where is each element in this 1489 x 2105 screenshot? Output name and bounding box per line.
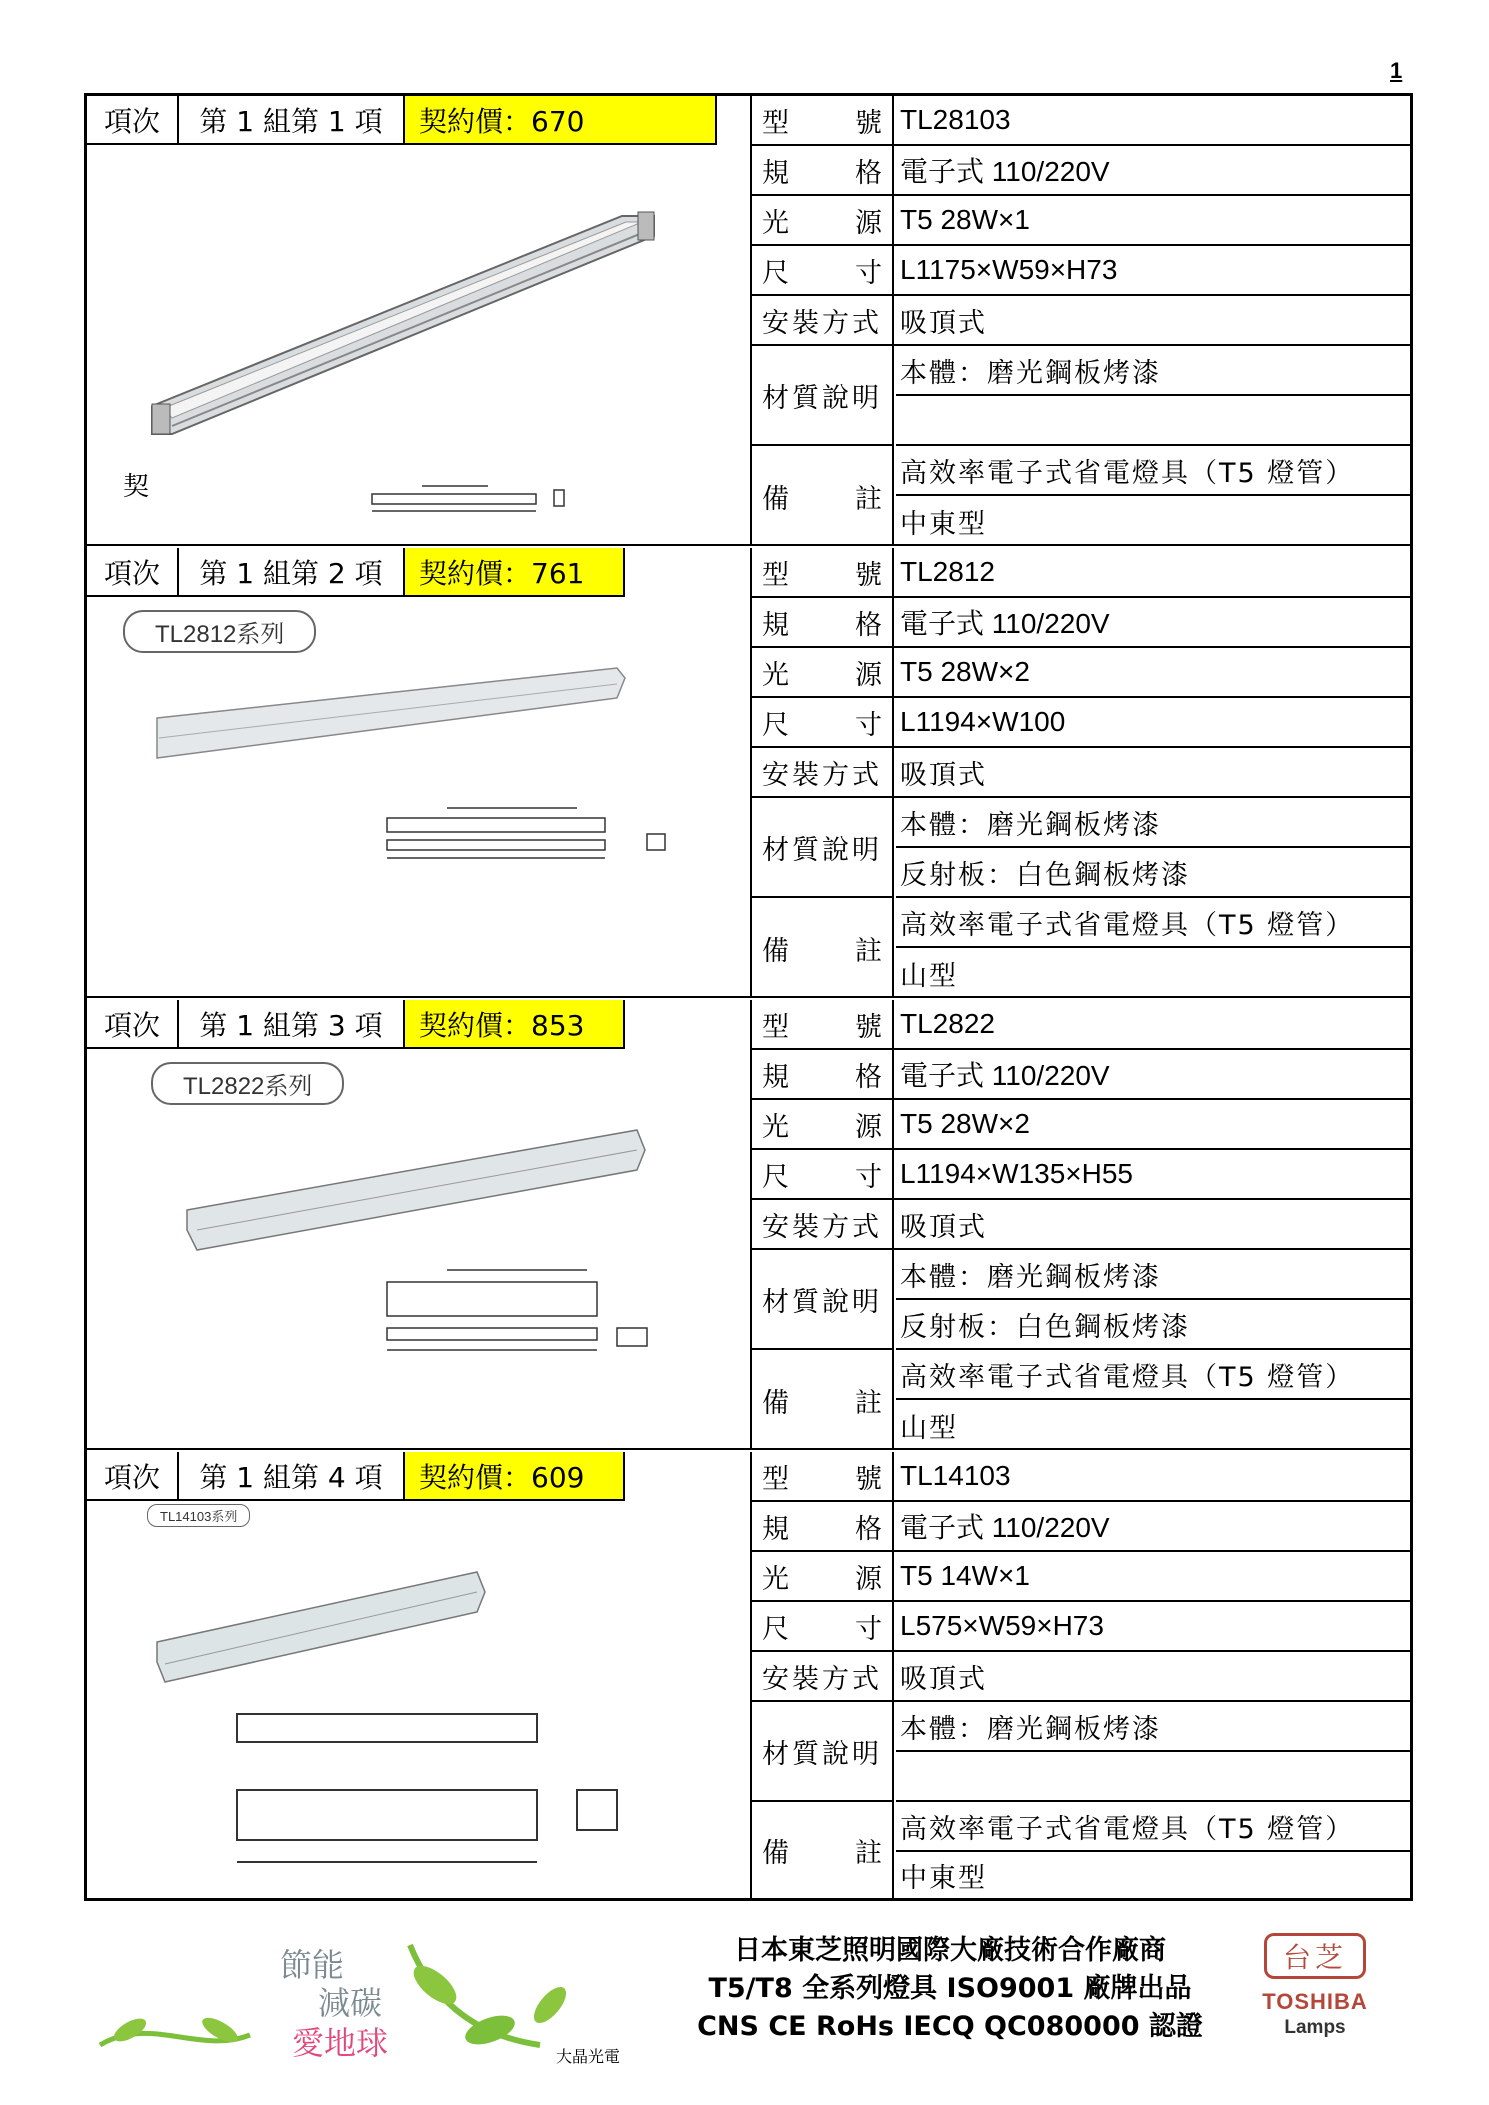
material-line: 反射板：白色鋼板烤漆 <box>896 848 1410 898</box>
size-value: L1175×W59×H73 <box>900 254 1118 285</box>
spec-row <box>752 598 1410 648</box>
spec-value: 電子式 110/220V <box>900 1512 1110 1543</box>
label-char: 註 <box>855 1387 882 1419</box>
material-line: 本體：磨光鋼板烤漆 <box>896 346 1410 396</box>
item-left-panel <box>87 548 752 996</box>
item-spec-panel <box>752 548 1410 996</box>
remark-line: 中東型 <box>900 1862 987 1894</box>
model-row <box>752 1452 1410 1502</box>
label-char: 號 <box>855 107 882 139</box>
model-row <box>752 548 1410 598</box>
model-value: TL14103 <box>900 1460 1011 1491</box>
fixture-image <box>147 1532 707 1892</box>
item-spec-panel <box>752 96 1410 544</box>
source-value: T5 28W×1 <box>900 204 1030 235</box>
source-value: T5 14W×1 <box>900 1560 1030 1591</box>
label-char: 尺 <box>762 1613 789 1645</box>
item-no-label: 項次 <box>87 548 179 597</box>
material-label: 材質說明 <box>752 798 894 898</box>
label-char: 格 <box>855 1513 882 1545</box>
label-char: 源 <box>855 659 882 691</box>
install-label: 安裝方式 <box>752 296 894 344</box>
contract-price: 契約價：670 <box>405 96 717 145</box>
install-value: 吸頂式 <box>900 759 987 791</box>
toshiba-sub: Lamps <box>1284 2017 1346 2038</box>
source-row <box>752 1100 1410 1150</box>
install-label: 安裝方式 <box>752 1200 894 1248</box>
model-value: TL2812 <box>900 556 995 587</box>
label-char: 備 <box>762 1387 789 1419</box>
contract-price: 契約價：761 <box>405 548 625 597</box>
label-char: 註 <box>855 483 882 515</box>
size-row <box>752 246 1410 296</box>
label-char: 源 <box>855 1111 882 1143</box>
remark-line: 高效率電子式省電燈具（T5 燈管） <box>896 446 1410 496</box>
material-label: 材質說明 <box>752 346 894 446</box>
remark-line: 高效率電子式省電燈具（T5 燈管） <box>896 898 1410 948</box>
label-char: 型 <box>762 559 789 591</box>
spec-value: 電子式 110/220V <box>900 1060 1110 1091</box>
size-row <box>752 1602 1410 1652</box>
contract-price: 契約價：609 <box>405 1452 625 1501</box>
series-badge: TL2812系列 <box>123 610 316 653</box>
remark-line: 山型 <box>900 1412 958 1444</box>
label-char: 註 <box>855 1837 882 1869</box>
label-char: 格 <box>855 157 882 189</box>
spec-value: 電子式 110/220V <box>900 156 1110 187</box>
source-row <box>752 1552 1410 1602</box>
item-group: 第 1 組第 3 項 <box>179 1000 405 1049</box>
item-spec-panel <box>752 1000 1410 1448</box>
label-char: 號 <box>855 1011 882 1043</box>
fixture-image <box>142 156 702 526</box>
model-value: TL28103 <box>900 104 1011 135</box>
footer-line: T5/T8 全系列燈具 ISO9001 廠牌出品 <box>708 1973 1192 2004</box>
install-value: 吸頂式 <box>900 307 987 339</box>
install-value: 吸頂式 <box>900 1211 987 1243</box>
model-row <box>752 96 1410 146</box>
item-block <box>87 96 1410 546</box>
install-row <box>752 296 1410 346</box>
footer-line: 日本東芝照明國際大廠技術合作廠商 <box>734 1935 1166 1966</box>
label-char: 型 <box>762 1463 789 1495</box>
source-value: T5 28W×2 <box>900 1108 1030 1139</box>
label-char: 備 <box>762 1837 789 1869</box>
product-table <box>84 93 1413 1901</box>
label-char: 規 <box>762 1061 789 1093</box>
logo-brand: 大晶光電 <box>556 2047 621 2066</box>
item-left-panel <box>87 1000 752 1448</box>
remark-line: 高效率電子式省電燈具（T5 燈管） <box>896 1802 1410 1852</box>
toshiba-box: 台芝 <box>1264 1933 1366 1979</box>
item-no-label: 項次 <box>87 1000 179 1049</box>
size-row <box>752 1150 1410 1200</box>
item-spec-panel <box>752 1452 1410 1898</box>
footer-statement <box>690 1932 1210 2046</box>
series-badge: TL14103系列 <box>147 1504 250 1527</box>
label-char: 規 <box>762 157 789 189</box>
remark-line: 高效率電子式省電燈具（T5 燈管） <box>896 1350 1410 1400</box>
remark-label <box>752 1350 894 1450</box>
install-label: 安裝方式 <box>752 748 894 796</box>
remark-line: 山型 <box>900 960 958 992</box>
remark-label <box>752 1802 894 1898</box>
source-row <box>752 648 1410 698</box>
label-char: 格 <box>855 1061 882 1093</box>
label-char: 源 <box>855 1563 882 1595</box>
item-group: 第 1 組第 1 項 <box>179 96 405 145</box>
size-value: L1194×W100 <box>900 706 1066 737</box>
label-char: 尺 <box>762 1161 789 1193</box>
label-char: 源 <box>855 207 882 239</box>
label-char: 光 <box>762 1111 789 1143</box>
label-char: 規 <box>762 609 789 641</box>
label-char: 尺 <box>762 709 789 741</box>
size-row <box>752 698 1410 748</box>
material-line: 本體：磨光鋼板烤漆 <box>896 1250 1410 1300</box>
material-line: 本體：磨光鋼板烤漆 <box>896 798 1410 848</box>
label-char: 型 <box>762 1011 789 1043</box>
item-group: 第 1 組第 2 項 <box>179 548 405 597</box>
label-char: 號 <box>855 559 882 591</box>
label-char: 光 <box>762 659 789 691</box>
label-char: 號 <box>855 1463 882 1495</box>
spec-row <box>752 1050 1410 1100</box>
fixture-image <box>147 1110 707 1430</box>
contract-price: 契約價：853 <box>405 1000 625 1049</box>
material-label: 材質說明 <box>752 1702 894 1802</box>
logo-line-1: 節能 <box>280 1946 345 1984</box>
label-char: 規 <box>762 1513 789 1545</box>
label-char: 寸 <box>855 709 882 741</box>
toshiba-name: TOSHIBA <box>1262 1989 1368 2014</box>
item-block <box>87 1452 1410 1898</box>
label-char: 格 <box>855 609 882 641</box>
logo-line-2: 減碳 <box>318 1984 383 2022</box>
spec-row <box>752 1502 1410 1552</box>
install-row <box>752 1652 1410 1702</box>
label-char: 備 <box>762 935 789 967</box>
install-value: 吸頂式 <box>900 1663 987 1695</box>
label-char: 光 <box>762 1563 789 1595</box>
source-row <box>752 196 1410 246</box>
spec-row <box>752 146 1410 196</box>
install-row <box>752 1200 1410 1250</box>
item-group: 第 1 組第 4 項 <box>179 1452 405 1501</box>
model-value: TL2822 <box>900 1008 995 1039</box>
label-char: 註 <box>855 935 882 967</box>
series-badge: TL2822系列 <box>151 1062 344 1105</box>
label-char: 寸 <box>855 257 882 289</box>
size-value: L575×W59×H73 <box>900 1610 1104 1641</box>
remark-line: 中東型 <box>900 508 987 540</box>
logo-line-3: 愛地球 <box>292 2024 389 2062</box>
model-row <box>752 1000 1410 1050</box>
material-line: 本體：磨光鋼板烤漆 <box>896 1702 1410 1752</box>
install-row <box>752 748 1410 798</box>
fixture-image <box>147 658 707 978</box>
item-block <box>87 548 1410 998</box>
source-value: T5 28W×2 <box>900 656 1030 687</box>
item-no-label: 項次 <box>87 96 179 145</box>
material-line: 反射板：白色鋼板烤漆 <box>896 1300 1410 1350</box>
label-char: 寸 <box>855 1613 882 1645</box>
label-char: 型 <box>762 107 789 139</box>
material-label: 材質說明 <box>752 1250 894 1350</box>
material-line <box>896 396 1410 446</box>
item-left-panel <box>87 1452 752 1898</box>
item-left-panel <box>87 96 752 544</box>
spec-value: 電子式 110/220V <box>900 608 1110 639</box>
label-char: 寸 <box>855 1161 882 1193</box>
item-no-label: 項次 <box>87 1452 179 1501</box>
install-label: 安裝方式 <box>752 1652 894 1700</box>
remark-label <box>752 446 894 546</box>
size-value: L1194×W135×H55 <box>900 1158 1133 1189</box>
label-char: 尺 <box>762 257 789 289</box>
material-line <box>896 1752 1410 1802</box>
remark-label <box>752 898 894 998</box>
page-number: 1 <box>1390 58 1403 83</box>
label-char: 光 <box>762 207 789 239</box>
label-char: 備 <box>762 483 789 515</box>
stray-char: 契 <box>123 472 150 502</box>
footer-line: CNS CE RoHs IECQ QC080000 認證 <box>697 2011 1203 2042</box>
toshiba-logo <box>1250 1933 1380 2039</box>
item-block <box>87 1000 1410 1450</box>
